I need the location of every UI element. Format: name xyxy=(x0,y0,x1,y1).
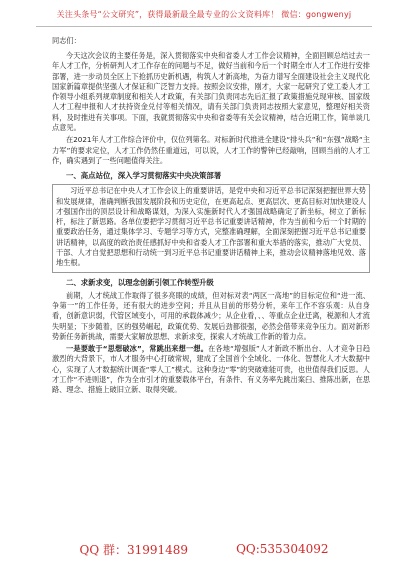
header-promo-text: 关注头条号“公文研究”，获得最新最全最专业的公文资料库！ 微信：gongwenyj xyxy=(56,9,352,19)
qq-contact-link[interactable]: QQ:535304092 xyxy=(236,542,329,556)
subparagraph-lead: 一是要敢于“思想破冰”，常跳出来想一想。 xyxy=(66,344,209,354)
section2-paragraph: 前期，人才统战工作取得了很多亮眼的成绩，但对标对表“两区一高地”的目标定位和“进一流、争第一”的工作任务，还有很大的进步空间；并且从目前的形势分析，来年工作不容乐观：从自身看，创新意识弱，代管区域变小，可用的承载体减少；从企业看，、、等重点企业迁离，税源和人才流失明显；下步随着，区的强势崛起，政策优势、发展后劲都很强，必然会借带来竞争压力。面对新形势新任务新挑战，需要大家解放思想、求新求变，探索人才统战工作新的着力点。 xyxy=(52,290,370,341)
section-heading-1: 一、高点站位，深入学习贯彻落实中央决策部署 xyxy=(66,171,222,181)
subparagraph-body: 在各地“增强版”人才新政不断出台、人才竞争日趋激烈的大背景下，市人才服务中心打破常规，建成了全国首个全域化、一体化、智慧化人才大数据中心，实现了人才数据统计调查“零人工”模式。这种身边“零”的突破难能可贵，也世值得我们反思。人才工作“不进则退”，作为全市引才的重要载体平台，有条件、有义务率先跳出案臼、推陈出新，在思路、理念、措施上破旧立新、取得突破。 xyxy=(52,344,370,395)
salutation: 同志们： xyxy=(52,36,81,45)
boxed-quote xyxy=(52,184,370,272)
section-heading-2: 二、求新求变，以理念创新引领工作转型升级 xyxy=(66,277,214,287)
intro-paragraph-1: 今天这次会议的主要任务是，深入贯彻落实中央和省委人才工作会议精神，全面回顾总结过去一年人才工作，分析研判人才工作存在的问题与不足，做好当前和今后一个时期全市人才工作进行安排部署，进一步动员全区上下抢抓历史新机遇，构筑人才新高地，为奋力谱写全面建设社会主义现代化国家新篇章提供坚强人才保证和广泛智力支持。按照会议安排，刚才，大家一起研究了党工委人才工作领导小组系列规章制度和相关人才政策，有关部门负责同志先后汇报了政策措施兑现审核、国家级人才工程申报和人才扶持资金兑付等相关情况，请有关部门负责同志按照大家意见，整理好相关资料，及时推进有关事项。下面，我就贯彻落实中央和省委等有关会议精神，结合近期工作，简单谈几点意见。 xyxy=(52,51,370,133)
section2-subparagraph xyxy=(52,344,370,395)
section1-paragraph: 习近平总书记在中央人才工作会议上的重要讲话，是党中央和习近平总书记深刻把握世界大势和发展规律，准确判断我国发展阶段和历史定位，在更高起点、更高层次、更高目标对加快建设人才强国作出的顶层设计和战略谋划，为深入实施新时代人才强国战略确定了新坐标，树立了新标杆，标注了新思路。各单位要把学习贯彻习近平总书记重要讲话精神，作为当前和今后一个时期的重要政治任务，通过集体学习、专题学习等方式，完整准确理解，全面深刻把握习近平总书记重要讲话精神，以高度的政治责任感抓好中央和省委人才工作部署和重大举措的落实，推动广大党员、干部、人才自觉把思想和行动统一到习近平总书记重要讲话精神上来，推动会议精神落地见效、落地生根。 xyxy=(56,186,366,268)
document-body xyxy=(52,34,370,539)
intro-paragraph-2: 在2021年人才工作综合评价中，仅位列第名。对标新时代推进全建设“排头兵”和“东强”战略“主力军”的要求定位，人才工作仍然任重道远，可以说，人才工作的警钟已经敲响，回顾当前的人才工作，确实遇到了一些问题值得关注。 xyxy=(52,135,370,165)
header-divider xyxy=(36,26,372,27)
page-footer xyxy=(0,540,408,558)
page-header xyxy=(0,0,408,28)
qq-group-link[interactable]: QQ 群：31991489 xyxy=(79,542,189,557)
